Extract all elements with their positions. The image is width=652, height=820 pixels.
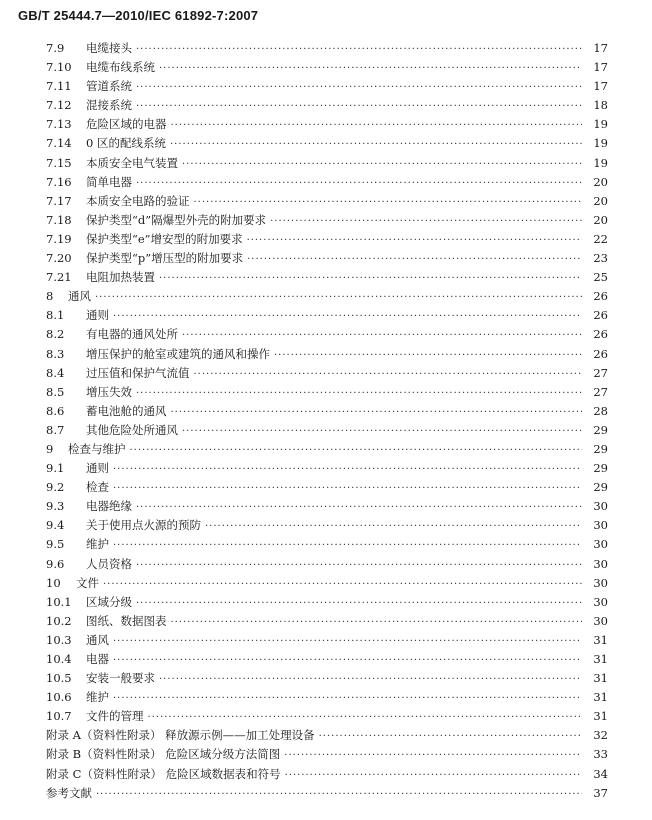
toc-entry xyxy=(46,403,608,422)
toc-entry-title: 安装一般要求 xyxy=(86,671,155,686)
toc-entry xyxy=(46,498,608,517)
toc-entry-page: 22 xyxy=(593,231,608,246)
toc-entry-number: 7.9 xyxy=(46,41,65,55)
toc-entry-page: 31 xyxy=(593,671,608,686)
toc-entry xyxy=(46,766,608,785)
toc-entry-number: 7.18 xyxy=(46,212,72,227)
toc-entry-page: 30 xyxy=(593,499,608,514)
toc-entry xyxy=(46,365,608,384)
toc-entry-page: 18 xyxy=(593,98,608,113)
toc-entry-title: 电缆布线系统 xyxy=(86,60,155,75)
toc-entry-page: 19 xyxy=(593,155,608,170)
toc-entry-title: 本质安全电气装置 xyxy=(86,155,178,170)
toc-entry xyxy=(46,651,608,670)
toc-entry-page: 19 xyxy=(593,117,608,132)
toc-entry-title: 有电器的通风处所 xyxy=(86,327,178,342)
toc-entry-page: 30 xyxy=(593,556,608,571)
toc-entry-page: 29 xyxy=(593,422,608,437)
dot-leader xyxy=(113,636,582,647)
dot-leader xyxy=(136,178,582,189)
toc-entry-title: 电器绝缘 xyxy=(86,499,132,514)
toc-entry-number: 7.11 xyxy=(46,79,72,94)
toc-entry-number: 8.2 xyxy=(46,327,65,342)
toc-entry xyxy=(46,155,608,174)
dot-leader xyxy=(284,750,582,761)
dot-leader xyxy=(171,617,583,628)
toc-entry-title: 附录 A（资料性附录） 释放源示例——加工处理设备 xyxy=(46,728,315,743)
toc-entry-number: 7.17 xyxy=(46,193,72,208)
toc-entry-title: 危险区域的电器 xyxy=(86,117,167,132)
toc-entry-page: 26 xyxy=(593,308,608,323)
toc-entry-title: 过压值和保护气流值 xyxy=(86,365,190,380)
toc-entry xyxy=(46,746,608,765)
toc-entry xyxy=(46,40,608,59)
toc-entry-number: 7.10 xyxy=(46,60,72,75)
dot-leader xyxy=(182,426,582,437)
toc-entry-page: 30 xyxy=(593,537,608,552)
toc-entry-page: 23 xyxy=(593,251,608,266)
toc-entry-number: 7.15 xyxy=(46,155,72,170)
toc-entry xyxy=(46,422,608,441)
toc-entry xyxy=(46,785,608,804)
toc-entry-title: 检查 xyxy=(86,480,109,495)
toc-entry-title: 文件 xyxy=(76,575,99,590)
toc-entry-page: 20 xyxy=(593,193,608,208)
dot-leader xyxy=(270,216,582,227)
toc-entry-number: 10.7 xyxy=(46,709,72,724)
toc-entry-page: 26 xyxy=(593,289,608,304)
document-header: GB/T 25444.7—2010/IEC 61892-7:2007 xyxy=(18,8,259,23)
toc-entry-number: 9.5 xyxy=(46,537,65,552)
toc-entry xyxy=(46,632,608,651)
toc-entry-page: 17 xyxy=(593,60,608,75)
dot-leader xyxy=(95,292,582,303)
toc-entry xyxy=(46,708,608,727)
toc-entry-title: 附录 B（资料性附录） 危险区域分级方法简图 xyxy=(46,747,281,762)
dot-leader xyxy=(170,139,582,150)
dot-leader xyxy=(96,789,582,800)
toc-entry-page: 25 xyxy=(593,270,608,285)
toc-entry xyxy=(46,193,608,212)
toc-entry-title: 维护 xyxy=(86,690,109,705)
toc-entry-number: 10.5 xyxy=(46,671,72,686)
dot-leader xyxy=(113,655,582,666)
toc-entry-number: 8 xyxy=(46,289,54,304)
toc-entry-number: 10 xyxy=(46,575,61,590)
dot-leader xyxy=(136,82,582,93)
dot-leader xyxy=(136,44,582,55)
toc-entry xyxy=(46,384,608,403)
toc-entry-title: 其他危险处所通风 xyxy=(86,422,178,437)
dot-leader xyxy=(171,120,583,131)
toc-entry xyxy=(46,269,608,288)
toc-entry-page: 29 xyxy=(593,441,608,456)
toc-entry-title: 文件的管理 xyxy=(86,709,144,724)
toc-entry xyxy=(46,326,608,345)
dot-leader xyxy=(113,483,582,494)
toc-entry-number: 8.5 xyxy=(46,384,65,399)
dot-leader xyxy=(148,712,583,723)
toc-entry xyxy=(46,97,608,116)
toc-entry xyxy=(46,212,608,231)
dot-leader xyxy=(136,560,582,571)
toc-entry-page: 34 xyxy=(593,766,608,781)
dot-leader xyxy=(274,350,582,361)
dot-leader xyxy=(171,407,583,418)
dot-leader xyxy=(136,502,582,513)
toc-entry xyxy=(46,116,608,135)
toc-entry-number: 7.16 xyxy=(46,174,72,189)
toc-entry-number: 8.1 xyxy=(46,308,65,323)
toc-entry-page: 27 xyxy=(593,384,608,399)
dot-leader xyxy=(247,235,582,246)
dot-leader xyxy=(182,159,582,170)
toc-entry-page: 30 xyxy=(593,613,608,628)
toc-entry xyxy=(46,670,608,689)
dot-leader xyxy=(182,330,582,341)
toc-entry xyxy=(46,78,608,97)
toc-entry-title: 增压失效 xyxy=(86,384,132,399)
toc-entry-number: 10.4 xyxy=(46,652,72,666)
dot-leader xyxy=(103,579,582,590)
toc-entry xyxy=(46,231,608,250)
toc-entry-number: 9.3 xyxy=(46,499,65,514)
toc-entry-page: 29 xyxy=(593,461,608,476)
toc-entry-title: 关于使用点火源的预防 xyxy=(86,518,201,533)
toc-entry-number: 9 xyxy=(46,441,54,456)
toc-entry-number: 9.1 xyxy=(46,461,65,476)
toc-entry-number: 10.3 xyxy=(46,632,72,647)
toc-entry-page: 19 xyxy=(593,136,608,151)
dot-leader xyxy=(136,101,582,112)
dot-leader xyxy=(113,464,582,475)
toc-entry-page: 37 xyxy=(593,785,608,800)
dot-leader xyxy=(247,254,582,265)
toc-entry-page: 31 xyxy=(593,652,608,666)
toc-entry-title: 电器 xyxy=(86,652,109,666)
toc-entry xyxy=(46,594,608,613)
toc-entry xyxy=(46,441,608,460)
toc-entry-title: 0 区的配线系统 xyxy=(86,136,166,151)
toc-entry-title: 通则 xyxy=(86,308,109,323)
toc-entry-number: 7.20 xyxy=(46,251,72,266)
toc-entry-page: 20 xyxy=(593,174,608,189)
toc-entry-number: 9.6 xyxy=(46,556,65,571)
toc-entry-page: 30 xyxy=(593,594,608,609)
dot-leader xyxy=(130,445,583,456)
toc-entry-number: 9.4 xyxy=(46,518,65,533)
toc-entry-title: 保护类型“e”增安型的附加要求 xyxy=(86,231,243,246)
toc-entry-title: 电阻加热装置 xyxy=(86,270,155,285)
toc-entry-title: 电缆接头 xyxy=(86,41,132,55)
toc-entry-title: 保护类型“d”隔爆型外壳的附加要求 xyxy=(86,212,267,227)
dot-leader xyxy=(194,369,583,380)
toc-entry-number: 9.2 xyxy=(46,480,65,495)
dot-leader xyxy=(113,311,582,322)
toc-entry-title: 人员资格 xyxy=(86,556,132,571)
toc-entry-page: 20 xyxy=(593,212,608,227)
toc-entry xyxy=(46,307,608,326)
toc-entry-title: 增压保护的舱室或建筑的通风和操作 xyxy=(86,346,270,361)
toc-entry xyxy=(46,613,608,632)
dot-leader xyxy=(285,770,582,781)
toc-entry xyxy=(46,460,608,479)
toc-entry-page: 31 xyxy=(593,632,608,647)
toc-entry xyxy=(46,135,608,154)
toc-entry-number: 10.6 xyxy=(46,690,72,705)
toc-entry-page: 30 xyxy=(593,518,608,533)
toc-entry xyxy=(46,59,608,78)
toc-entry xyxy=(46,288,608,307)
dot-leader xyxy=(136,388,582,399)
toc-entry-number: 10.2 xyxy=(46,613,72,628)
dot-leader xyxy=(194,197,583,208)
dot-leader xyxy=(159,273,582,284)
toc-entry-number: 7.19 xyxy=(46,231,72,246)
toc-entry-title: 本质安全电路的验证 xyxy=(86,193,190,208)
toc-entry-page: 32 xyxy=(593,728,608,743)
dot-leader xyxy=(113,693,582,704)
toc-entry-number: 8.3 xyxy=(46,346,65,361)
toc-entry-number: 8.4 xyxy=(46,365,65,380)
toc-entry-number: 7.21 xyxy=(46,270,72,285)
toc-entry xyxy=(46,174,608,193)
toc-entry-number: 8.6 xyxy=(46,403,65,418)
toc-entry-title: 检查与维护 xyxy=(68,441,126,456)
dot-leader xyxy=(136,598,582,609)
toc-entry-title: 管道系统 xyxy=(86,79,132,94)
toc-entry-title: 蓄电池舱的通风 xyxy=(86,403,167,418)
toc-entry xyxy=(46,556,608,575)
toc-entry-number: 7.12 xyxy=(46,98,72,113)
toc-entry-title: 维护 xyxy=(86,537,109,552)
toc-entry-number: 7.13 xyxy=(46,117,72,132)
toc-entry-page: 27 xyxy=(593,365,608,380)
toc-entry-page: 17 xyxy=(593,41,608,55)
dot-leader xyxy=(319,731,582,742)
toc-entry-page: 26 xyxy=(593,346,608,361)
toc-entry-number: 10.1 xyxy=(46,594,72,609)
dot-leader xyxy=(159,63,582,74)
toc-entry-page: 28 xyxy=(593,403,608,418)
toc-entry xyxy=(46,689,608,708)
toc-entry-page: 26 xyxy=(593,327,608,342)
toc-entry-title: 保护类型“p”增压型的附加要求 xyxy=(86,251,244,266)
toc-entry xyxy=(46,517,608,536)
table-of-contents xyxy=(46,40,608,804)
toc-entry-title: 图纸、数据图表 xyxy=(86,613,167,628)
toc-entry xyxy=(46,250,608,269)
toc-entry-title: 附录 C（资料性附录） 危险区域数据表和符号 xyxy=(46,766,281,781)
dot-leader xyxy=(113,540,582,551)
toc-entry-page: 30 xyxy=(593,575,608,590)
toc-entry-number: 7.14 xyxy=(46,136,72,151)
toc-entry-page: 33 xyxy=(593,747,608,762)
toc-entry-number: 8.7 xyxy=(46,422,65,437)
toc-entry-title: 通风 xyxy=(86,632,109,647)
toc-entry-page: 29 xyxy=(593,480,608,495)
dot-leader xyxy=(159,674,582,685)
toc-entry xyxy=(46,479,608,498)
toc-entry-title: 通则 xyxy=(86,461,109,476)
toc-entry-page: 31 xyxy=(593,709,608,724)
toc-entry-title: 简单电器 xyxy=(86,174,132,189)
toc-entry-title: 参考文献 xyxy=(46,785,92,800)
toc-entry xyxy=(46,536,608,555)
toc-entry-title: 通风 xyxy=(68,289,91,304)
toc-entry-page: 31 xyxy=(593,690,608,705)
toc-entry xyxy=(46,575,608,594)
toc-entry xyxy=(46,346,608,365)
toc-entry-page: 17 xyxy=(593,79,608,94)
toc-entry-title: 混接系统 xyxy=(86,98,132,113)
toc-entry-title: 区域分级 xyxy=(86,594,132,609)
dot-leader xyxy=(205,521,582,532)
toc-entry xyxy=(46,727,608,746)
